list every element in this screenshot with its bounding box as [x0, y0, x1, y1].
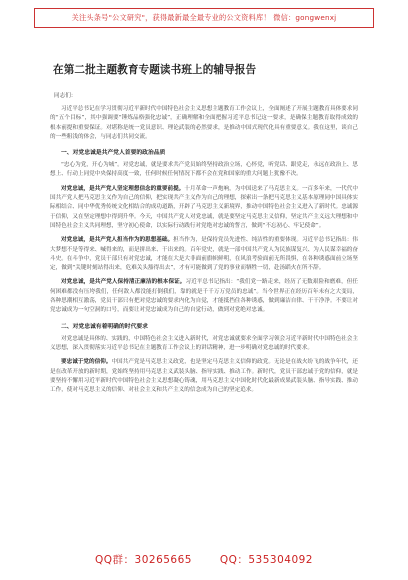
paragraph-text: 习近平总书记指出：“我们党一路走来，经历了无数艰险和磨难，但任何困难都没有压垮我们，任何敌人都没能打倒我们，靠的就是千千万万党员的忠诚”。当今世界正在经历百年未有之大变局，各种思潮相互激荡，党员干部只有把对党忠诚的要求内化为自觉，才能抵挡住各种诱惑，做到廉洁自律、干干净净。不要让对党忠诚成为一句空洞的口号，而要让对党忠诚成为自己的自觉行动，做到对党绝对忠诚。 — [50, 279, 358, 314]
paragraph-text: 中国共产党是马克思主义政党，也是坚定马克思主义信仰的政党。无论是在战火纷飞的战争年代，还是在改革开放的新时期，党始终坚持用马克思主义武装头脑、指导实践、推动工作。新时代，党员干部忠诚于党的信仰，就是要坚持不懈用习近平新时代中国特色社会主义思想凝心铸魂，用马克思主义中国化时代化最新成果武装头脑、指导实践、推动工作，使对马克思主义的信仰、对社会主义和共产主义的信念成为自己的坚定追求。 — [50, 359, 358, 394]
footer-qq-group: QQ群：30265665 — [95, 554, 192, 566]
paragraph-text: 担当作为，是保持党员先进性、纯洁性的重要体现。习近平总书记指出：伟大梦想不是等得来、喊得来的，而是拼出来、干出来的。百年党史，就是一部中国共产党人为民族谋复兴、为人民谋幸福的奋斗史。在斗争中，党员干部只有对党忠诚，才能在大是大非面前旗帜鲜明，在风浪考验面前无所畏惧，在各种诱惑面前立场坚定，做到“关键时刻站得出来，危难关头豁得出去”，才有可能做到了党的事业而牺牲一切，赴汤蹈火在所不辞。 — [50, 237, 358, 272]
body-paragraph — [50, 358, 358, 395]
section-heading: 一、对党忠诚是共产党人首要的政治品质 — [61, 150, 166, 157]
body-paragraph — [50, 278, 358, 315]
footer-contact — [0, 552, 408, 567]
paragraph-lead: 对党忠诚，是共产党人保持清正廉洁的根本保证。 — [61, 279, 186, 286]
paragraph-lead: 要忠诚于党的信仰。 — [61, 359, 112, 366]
body-paragraph — [50, 185, 358, 231]
promo-banner: 关注头条号"公文研究"，获得最新最全最专业的公文资料库！ 微信：gongwenxj — [34, 8, 374, 28]
document-body — [50, 105, 358, 395]
document-page — [50, 62, 358, 400]
paragraph-text: “忠心为党，开心为城”。对党忠诚，就是要求共产党员始终坚持政治立场，心怀党，听党话、跟党走，永远在政治上、思想上、行动上同党中央保持高度一致，任何时候任何情况下都不会在党和国家的重大问题上犹豫不决。 — [50, 162, 358, 178]
footer-qq: QQ：535304092 — [219, 554, 313, 566]
body-paragraph — [50, 335, 358, 354]
paragraph-lead: 对党忠诚，是共产党人担当作为的思想基础。 — [61, 237, 174, 244]
paragraph-text: 对党忠诚是具体的、实践的，中国特色社会主义进入新时代，对党忠诚就要求全面学习领会习近平新时代中国特色社会主义思想，深入贯彻落实习近平总书记在主题教育工作会议上的讲话精神，进一步明确对党忠诚的时代要求。 — [50, 335, 358, 351]
body-paragraph — [50, 105, 358, 142]
section-heading: 二、对党忠诚有着明确的时代要求 — [61, 323, 148, 330]
document-title: 在第二批主题教育专题读书班上的辅导报告 — [53, 64, 257, 76]
paragraph-lead: 对党忠诚，是共产党人坚定理想信念的重要前提。 — [61, 185, 185, 192]
body-paragraph — [50, 236, 358, 273]
paragraph-text: 十月革命一声炮响，为中国送来了马克思主义。一百多年来，一代代中国共产党人把马克思主义作为自己的信仰，把实现共产主义作为自己的理想，探索出一条把马克思主义基本原理同中国具体实际相结合、同中华优秀传统文化相结合的成功道路，开辟了马克思主义新境界，推动中国特色社会主义进入了新时代。忠诚源于信仰，又在坚定理想中得到升华。今天，中国共产党人对党忠诚，就是要坚定马克思主义信仰，坚定共产主义远大理想和中国特色社会主义共同理想，坚守初心使命，以实际行动践行对党绝对忠诚的誓言，做到“不忘初心、牢记使命”。 — [50, 185, 358, 229]
salutation: 同志们： — [54, 93, 77, 99]
paragraph-text: 习近平总书记在学习贯彻习近平新时代中国特色社会主义思想主题教育工作会议上，全面阐述了开展主题教育具体要求同的“五个目标”，其中强调要“锤炼品格强化忠诚”，正确理解和全面把握习近平总书记这一要求，是确保主题教育取得成效的根本前提和重要保证。对堪称是统一党员意识、理论武装的必然要求，是推动中国式现代化具有重要意义。我在这里，谈自己的一些粗浅的体会，与同志们共同交流。 — [50, 106, 358, 140]
body-paragraph — [50, 161, 358, 180]
